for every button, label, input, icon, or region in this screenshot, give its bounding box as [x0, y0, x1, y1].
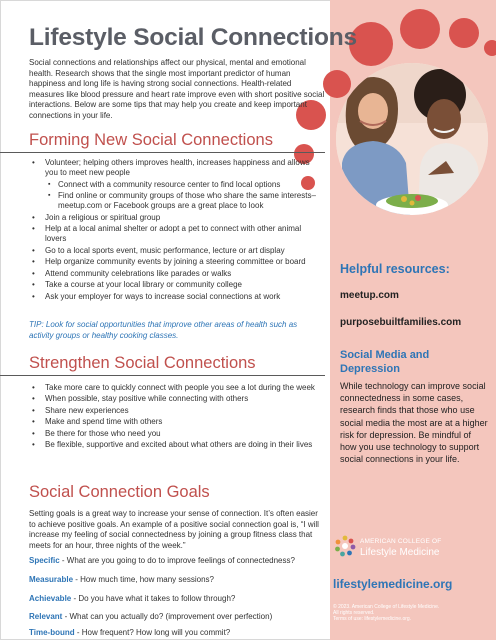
- goal-text: - How much time, how many sessions?: [73, 575, 214, 584]
- goal-measurable: [29, 575, 214, 584]
- forming-list: [32, 158, 322, 303]
- goal-key: Time-bound: [29, 628, 75, 637]
- decor-dot: [400, 9, 440, 49]
- resource-link-meetup[interactable]: meetup.com: [340, 290, 399, 301]
- resource-link-purposebuiltfamilies[interactable]: purposebuiltfamilies.com: [340, 317, 462, 328]
- goals-intro: Setting goals is a great way to increase your sense of connection. It’s often easier to achieve positive goals. An example of a positive social connection goal is, “I will increase my feeling of social connectedness by joining a group fitness class that meets for an hour, three nights of the week.”: [29, 509, 319, 550]
- copyright-line: All rights reserved.: [333, 610, 375, 616]
- strengthen-heading: Strengthen Social Connections: [29, 354, 256, 372]
- org-name-main: Lifestyle Medicine: [360, 547, 440, 558]
- resources-heading: Helpful resources:: [340, 262, 450, 276]
- photo-illustration: [336, 63, 488, 215]
- tip-text: TIP: Look for social opportunities that improve other areas of health such as activity groups or healthy cooking classes.: [29, 320, 298, 340]
- list-item: • Share new experiences: [32, 406, 327, 416]
- strengthen-list: [32, 383, 327, 452]
- org-name-top: AMERICAN COLLEGE OF: [360, 538, 442, 545]
- list-item: • Be flexible, supportive and excited about what others are doing in their lives: [32, 440, 327, 450]
- social-media-body: While technology can improve social connectedness in some cases, research finds that those who use social media the most are at a higher risk for depression. Be mindful of how you use technology to support social connections in your life.: [340, 381, 488, 465]
- goal-specific: [29, 556, 295, 565]
- list-item: • Be there for those who need you: [32, 429, 327, 439]
- list-item: • Ask your employer for ways to increase social connections at work: [32, 292, 322, 302]
- goal-text: - How frequent? How long will you commit?: [74, 628, 231, 637]
- goal-relevant: [29, 612, 272, 621]
- list-item: • Go to a local sports event, music performance, lecture or art display: [32, 246, 322, 256]
- sub-list-item: ▪ Connect with a community resource center to find local options: [45, 180, 322, 190]
- strengthen-divider: [0, 375, 325, 376]
- goal-achievable: [29, 594, 235, 603]
- intro-paragraph: Social connections and relationships affect our physical, mental and emotional health. Research shows that the single most important predictor of human happiness and long life is having strong social connections. Health-related measures like blood pressure and heart rate improve even with short positive social interactions. Below are some tips that may help you create and keep important connections in your life.: [29, 58, 325, 120]
- decor-dot: [484, 40, 496, 56]
- list-item: • Join a religious or spiritual group: [32, 213, 322, 223]
- goal-key: Measurable: [29, 575, 74, 584]
- goal-text: - Do you have what it takes to follow through?: [71, 594, 236, 603]
- sub-list-item: ▪ Find online or community groups of those who share the same interests– meetup.com or Facebook groups are a great place to look: [45, 191, 322, 212]
- goal-text: - What are you going to do to improve feelings of connectedness?: [59, 556, 295, 565]
- goals-heading: Social Connection Goals: [29, 483, 210, 501]
- list-item: • Take a course at your local library or community college: [32, 280, 322, 290]
- list-item: • Take more care to quickly connect with people you see a lot during the week: [32, 383, 327, 393]
- list-item-text: Volunteer; helping others improves health, increases happiness and allows you to meet new people: [45, 158, 310, 178]
- list-item: • Make and spend time with others: [32, 417, 327, 427]
- list-item: • When possible, stay positive while connecting with others: [32, 394, 327, 404]
- volunteer-sublist: [45, 180, 322, 212]
- goal-key: Achievable: [29, 594, 72, 603]
- acl-logo-icon: [333, 534, 357, 558]
- copyright-line: © 2023. American College of Lifestyle Medicine.: [333, 604, 440, 610]
- list-item: [32, 158, 322, 211]
- goal-key: Relevant: [29, 612, 63, 621]
- forming-heading: Forming New Social Connections: [29, 131, 273, 149]
- goal-key: Specific: [29, 556, 60, 565]
- list-item: • Attend community celebrations like parades or walks: [32, 269, 322, 279]
- goal-time-bound: [29, 628, 230, 637]
- goal-text: - What can you actually do? (improvement over perfection): [62, 612, 273, 621]
- list-item: • Help organize community events by joining a steering committee or board: [32, 257, 322, 267]
- copyright-line: Terms of use: lifestylemedicine.org.: [333, 616, 412, 622]
- page-title: Lifestyle Social Connections: [29, 24, 357, 51]
- decor-dot: [323, 70, 351, 98]
- decor-dot: [449, 18, 479, 48]
- friends-cooking-photo: [336, 63, 488, 215]
- forming-divider: [0, 152, 325, 153]
- list-item: • Help at a local animal shelter or adopt a pet to connect with other animal lovers: [32, 224, 322, 245]
- website-link[interactable]: lifestylemedicine.org: [333, 577, 453, 591]
- social-media-heading: Social Media and Depression: [340, 349, 430, 375]
